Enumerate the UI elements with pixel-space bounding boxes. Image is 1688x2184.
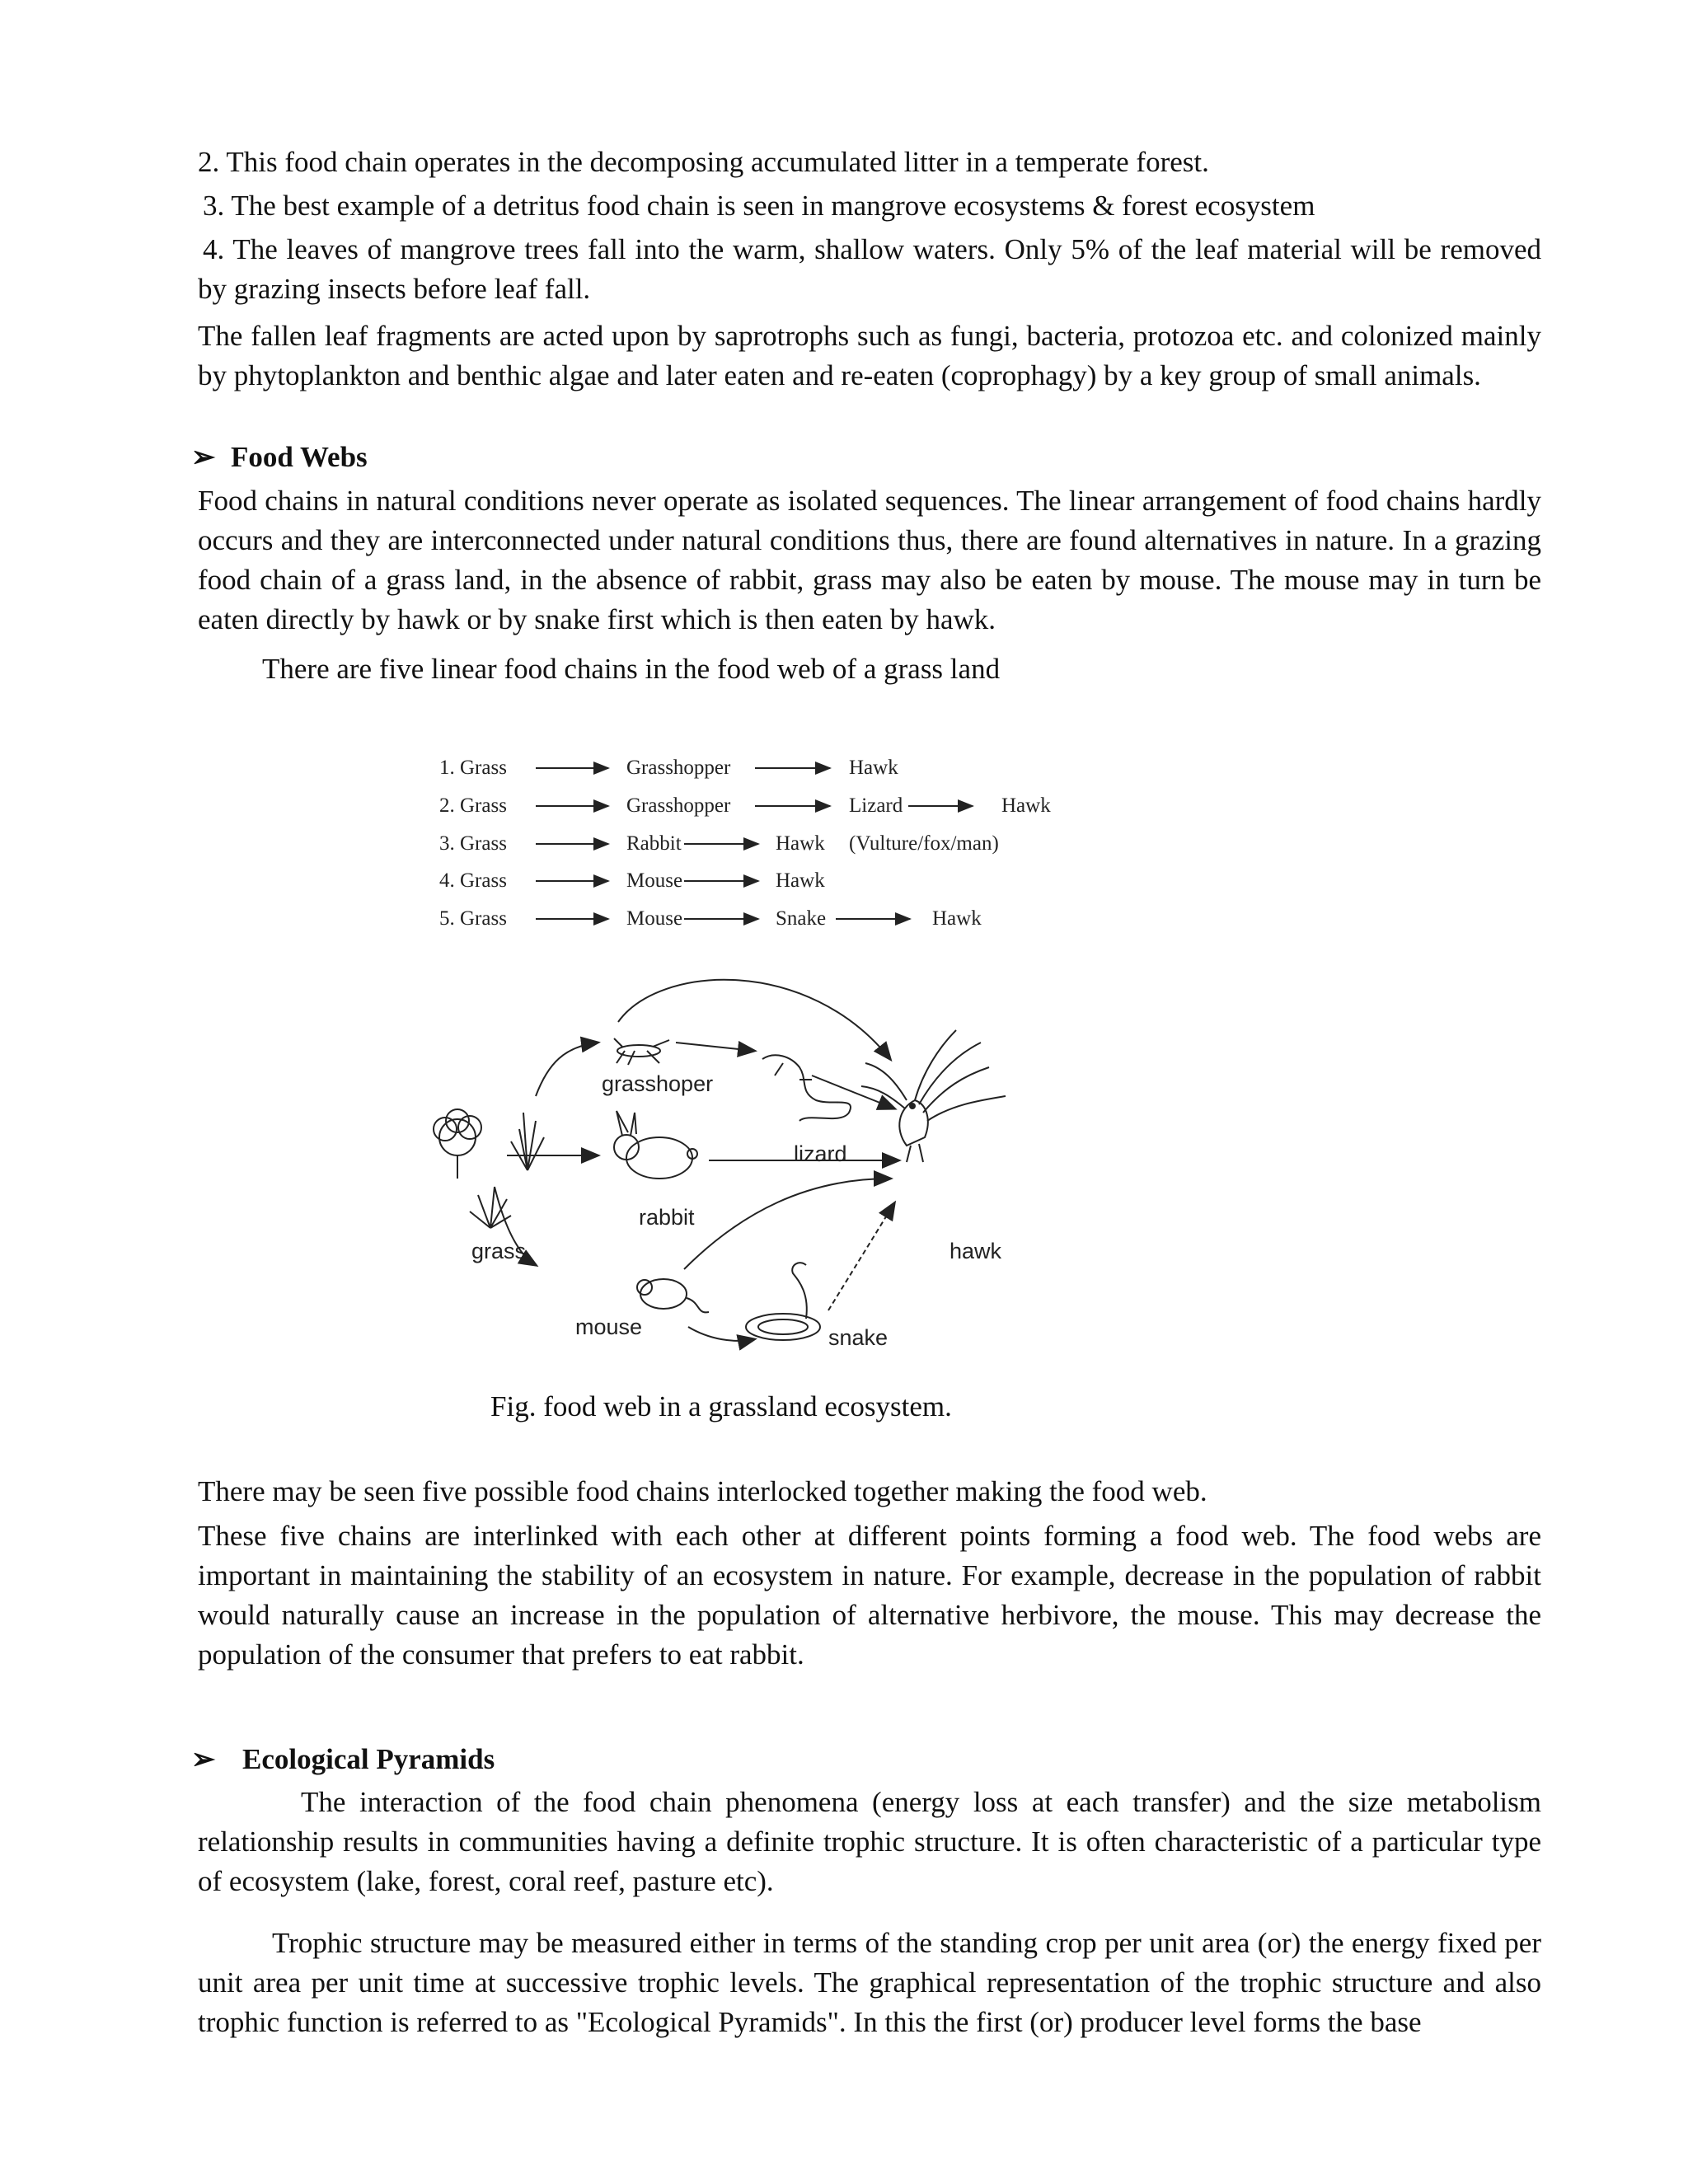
list-item-2: 2. This food chain operates in the decomposing accumulated litter in a temperate forest. [198, 146, 1209, 178]
chain-5-b: Snake [776, 907, 827, 930]
arrow-grass-grasshopper [536, 1043, 598, 1096]
chain-5-c: Hawk [932, 907, 982, 930]
five-food-chains-sentence: There may be seen five possible food chains interlocked together making the food web. [198, 1475, 1207, 1507]
arrow-bullet-icon: ➢ [191, 441, 216, 473]
five-chains-sentence: There are five linear food chains in the food web of a grass land [262, 653, 1001, 685]
label-snake: snake [828, 1325, 889, 1350]
chain-1-b: Hawk [849, 757, 898, 779]
label-grass: grass [471, 1239, 527, 1263]
label-mouse: mouse [575, 1315, 643, 1339]
chain-1-start: 1. Grass [439, 757, 507, 779]
chain-4-start: 4. Grass [439, 869, 507, 892]
arrow-mouse-snake [688, 1327, 754, 1341]
arrow-snake-hawk [828, 1203, 894, 1310]
arrow-bullet-icon: ➢ [191, 1743, 216, 1775]
food-webs-paragraph: Food chains in natural conditions never operate as isolated sequences. The linear arrangement of food chains hardly occurs and they are interconnected under natural conditions thus, there are found alternatives in nature. In a grazing food chain of a grass land, in the absence of rabbit, grass may also be eaten by mouse. The mouse may in turn be eaten directly by hawk or by snake first which is then eaten by hawk. [198, 485, 1541, 635]
chain-2-start: 2. Grass [439, 794, 507, 817]
food-webs-heading [191, 438, 368, 477]
list-item-3: 3. The best example of a detritus food chain is seen in mangrove ecosystems & forest ecosystem [203, 190, 1315, 222]
fallen-leaf-paragraph: The fallen leaf fragments are acted upon by saprotrophs such as fungi, bacteria, protozoa etc. and colonized mainly by phytoplankton and benthic algae and later eaten and re-eaten (coprophagy) by a key group of small animals. [198, 320, 1541, 391]
arrow-grasshopper-lizard [676, 1043, 754, 1051]
food-webs-title: Food Webs [231, 441, 368, 473]
chain-4-a: Mouse [626, 869, 683, 892]
label-rabbit: rabbit [639, 1205, 695, 1230]
ecological-pyramids-title: Ecological Pyramids [242, 1743, 495, 1775]
grass-icon [434, 1109, 544, 1228]
food-web-diagram [412, 964, 1071, 1393]
chain-arrows [420, 750, 1129, 940]
ecological-pyramids-heading [191, 1740, 495, 1779]
arrow-mouse-hawk [684, 1179, 890, 1269]
lizard-icon [762, 1055, 851, 1121]
figure-caption: Fig. food web in a grassland ecosystem. [490, 1390, 952, 1422]
label-grasshoper: grasshoper [602, 1071, 714, 1096]
chain-5-start: 5. Grass [439, 907, 507, 930]
pyramids-paragraph-1: The interaction of the food chain phenomena (energy loss at each transfer) and the size metabolism relationship results in communities having a definite trophic structure. It is often characteristic of a particular type of ecosystem (lake, forest, coral reef, pasture etc). [198, 1786, 1541, 1897]
grasshopper-icon [614, 1038, 669, 1065]
chain-4-b: Hawk [776, 869, 825, 892]
chain-3-note: (Vulture/fox/man) [849, 832, 999, 855]
chain-2-c: Hawk [1001, 794, 1051, 817]
interlinked-paragraph: These five chains are interlinked with each other at different points forming a food web. The food webs are important in maintaining the stability of an ecosystem in nature. For example, decrease in the population of rabbit would naturally cause an increase in the population of alternative herbivore, the mouse. This may decrease the population of the consumer that prefers to eat rabbit. [198, 1520, 1541, 1671]
rabbit-icon [614, 1111, 697, 1179]
chain-3-start: 3. Grass [439, 832, 507, 855]
label-lizard: lizard [794, 1141, 847, 1166]
pyramids-paragraph-2: Trophic structure may be measured either in terms of the standing crop per unit area (or) the energy fixed per unit area per unit time at successive trophic levels. The graphical representation of the trophic structure and also trophic function is referred to as "Ecological Pyramids". In this the first (or) producer level forms the base [198, 1927, 1541, 2038]
food-web-drawing [412, 964, 1071, 1393]
chain-3-a: Rabbit [626, 832, 682, 855]
chain-1-a: Grasshopper [626, 757, 731, 779]
snake-icon [746, 1263, 820, 1340]
arrow-grasshopper-hawk [618, 980, 890, 1059]
label-hawk: hawk [950, 1239, 1002, 1263]
chain-5-a: Mouse [626, 907, 683, 930]
mouse-icon [637, 1279, 709, 1312]
list-item-4: 4. The leaves of mangrove trees fall into the warm, shallow waters. Only 5% of the leaf material will be removed by grazing insects before leaf fall. [198, 233, 1541, 305]
food-chain-list [420, 750, 1129, 940]
chain-3-b: Hawk [776, 832, 825, 855]
chain-2-a: Grasshopper [626, 794, 731, 817]
chain-2-b: Lizard [849, 794, 903, 817]
